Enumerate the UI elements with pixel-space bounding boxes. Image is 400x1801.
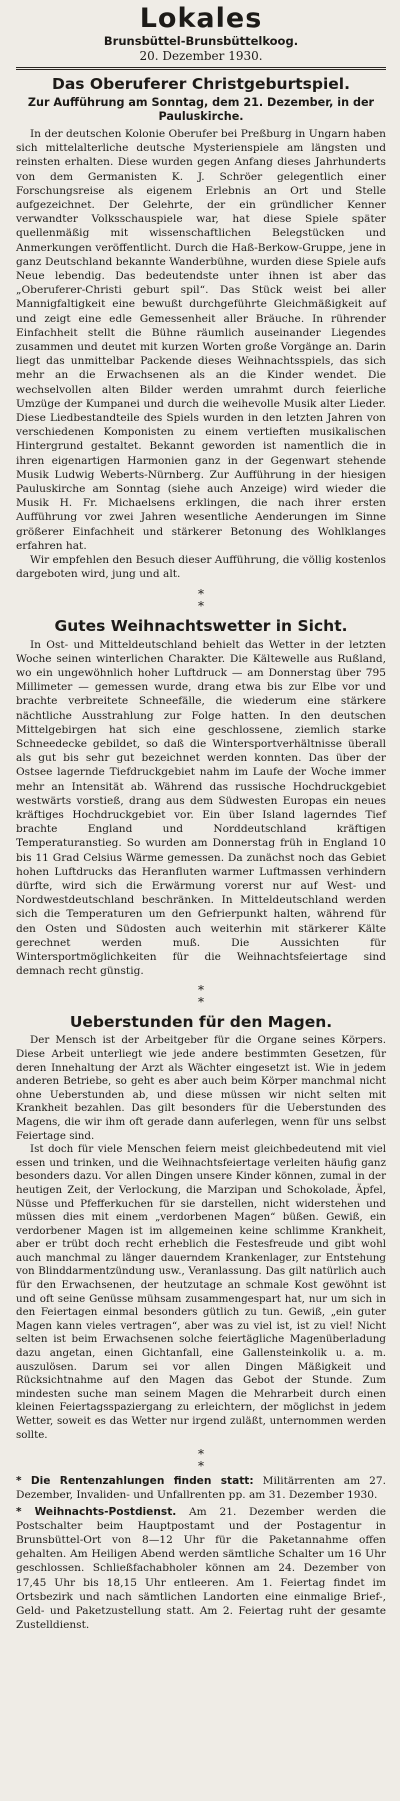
masthead-rule [16, 67, 386, 70]
article-ueberstunden [16, 1012, 386, 1442]
note-lead: * Die Rentenzahlungen finden statt: [16, 1475, 254, 1488]
place-line: Brunsbüttel-Brunsbüttelkoog. [103, 34, 299, 48]
article-body [16, 1034, 386, 1442]
note-text: Am 21. Dezember werden die Postschalter beim Hauptpostamt und der Postagentur in Brunsbüttel-Ort von 8—12 Uhr für die Paketannahme offen gehalten. Am Heiligen Abend werden sämtliche Schalter um 16 Uhr geschlossen. Schließfachabholer können am 24. Dezember von 17,45 Uhr bis 18,15 Uhr entleeren. Am 1. Feiertag findet im Ortsbezirk und nach sämtlichen Landorten eine einmalige Brief-, Geld- und Paketzustellung statt. Am 2. Feiertag ruht der gesamte Zustelldienst. [16, 1505, 387, 1632]
article-christgeburtspiel [16, 74, 386, 582]
section-divider: * * [198, 586, 204, 613]
article-weihnachtswetter [16, 616, 386, 979]
date-line: 20. Dezember 1930. [139, 49, 263, 63]
article-body [16, 127, 386, 582]
article-subtitle: Zur Aufführung am Sonntag, dem 21. Dezember, in der Pauluskirche. [27, 96, 375, 123]
article-paragraph: In Ost- und Mitteldeutschland behielt das Wetter in der letzten Woche seinen winterlichen Charakter. Die Kältewelle aus Rußland, wo ein ungewöhnlich hoher Luftdruck — am Donnerstag über 795 Millimeter — gemessen wurde, drang etwa bis zur Elbe vor und brachte verbreitete Schneefälle, die wiederum eine stärkere nächtliche Ausstrahlung zur Folge hatten. In den deutschen Mittelgebirgen hat sich eine geschlossene, ziemlich starke Schneedecke gebildet, so daß die Wintersportverhältnisse überall als gut bis sehr gut bezeichnet werden konnten. Das über der Ostsee lagernde Tiefdruckgebiet nahm im Laufe der Woche immer mehr an Intensität ab. Während das russische Hochdruckgebiet westwärts vorstieß, drang aus dem Südwesten Europas ein neues kräftiges Hochdruckgebiet vor. Ein über Island lagerndes Tief brachte England und Norddeutschland kräftigen Temperaturanstieg. So wurden am Donnerstag früh in England 10 bis 11 Grad Celsius Wärme gemessen. Da zunächst noch das Gebiet hohen Luftdrucks das Heranfluten warmer Luftmassen verhindern dürfte, wird sich die Erwärmung vorerst nur auf West- und Nordwestdeutschland beschränken. In Mitteldeutschland werden sich die Temperaturen um den Gefrierpunkt halten, während für den Osten und Südosten auch weiterhin mit stärkerer Kälte gerechnet werden muß. Die Aussichten für Wintersportmöglichkeiten für die Weihnachtsfeiertage sind demnach recht günstig. [16, 638, 386, 978]
article-title: Das Oberuferer Christgeburtspiel. [51, 75, 350, 93]
section-divider: * * [198, 1447, 204, 1474]
article-paragraph: Der Mensch ist der Arbeitgeber für die Organe seines Körpers. Diese Arbeit unterliegt wie jede andere bestimmten Gesetzen, für deren Innehaltung der Arzt als Wächter eingesetzt ist. Wie in jedem anderen Betriebe, so geht es aber auch beim Körper manchmal nicht ohne Ueberstunden ab, und diese müssen wir nicht selten mit Krankheit bezahlen. Das gilt besonders für die Ueberstunden des Magens, die wir ihm oft gerade dann auferlegen, wenn für uns selbst Feiertage sind. [16, 1034, 386, 1142]
note-lead: * Weihnachts-Postdienst. [16, 1505, 177, 1518]
article-paragraph: Ist doch für viele Menschen feiern meist gleichbedeutend mit viel essen und trinken, und die Weihnachtsfeiertage verleiten häufig ganz besonders dazu. Vor allen Dingen unsere Kinder können, zumal in der heutigen Zeit, der Verlockung, die Marzipan und Schokolade, Äpfel, Nüsse und Pfefferkuchen für sie darstellen, nicht widerstehen und müssen dies mit einem „verdorbenen Magen“ büßen. Gewiß, ein verdorbener Magen ist im allgemeinen keine schlimme Krankheit, aber er trübt doch recht erheblich die Festesfreude und gibt wohl auch manchmal zu länger dauerndem Krankenlager, zur Entstehung von Blinddarmentzündung usw., Veranlassung. Das gilt natürlich auch für den Erwachsenen, der heutzutage an schmale Kost gewöhnt ist und oft seine Genüsse mühsam zusammengespart hat, nur um sich in den Feiertagen einmal besonders gütlich zu tun. Gewiß, „ein guter Magen kann vieles vertragen“, aber was zu viel ist, ist zu viel! Nicht selten ist beim Erwachsenen solche feiertägliche Magenüberladung dazu angetan, einen Gichtanfall, eine Gallensteinkolik u. a. m. auszulösen. Darum sei vor allen Dingen Mäßigkeit und Rücksichtnahme auf den Magen das Gebot der Stunde. Zum mindesten suche man seinem Magen die Mehrarbeit durch einen kleinen Feiertagsspaziergang zu erleichtern, der möglichst in jedem Wetter, soweit es das Wetter nur irgend zuläßt, unternommen werden sollte. [16, 1143, 386, 1441]
section-title: Lokales [139, 3, 263, 34]
article-title: Gutes Weihnachtswetter in Sicht. [54, 616, 348, 635]
article-paragraph: Wir empfehlen den Besuch dieser Aufführung, die völlig kostenlos dargeboten wird, jung und alt. [16, 554, 386, 581]
news-note-renten [16, 1474, 386, 1502]
article-body [16, 638, 386, 979]
note-text: Militärrenten am 27. Dezember, Invaliden- und Unfallrenten pp. am 31. Dezember 1930. [16, 1475, 386, 1502]
news-note-postdienst [16, 1505, 386, 1633]
article-paragraph: In der deutschen Kolonie Oberufer bei Preßburg in Ungarn haben sich mittelalterliche deutsche Mysterienspiele am längsten und reinsten erhalten. Diese wurden gegen Anfang dieses Jahrhunderts von dem Germanisten K. J. Schröer gelegentlich einer Forschungsreise als eigenem Erlebnis an Ort und Stelle aufgezeichnet. Der Gelehrte, der ein gründlicher Kenner verwandter Volksschauspiele war, hat diese Spiele später quellenmäßig mit wissenschaftlichen Belegstücken und Anmerkungen veröffentlicht. Durch die Haß-Berkow-Gruppe, jene in ganz Deutschland bekannte Wanderbühne, wurden diese Spiele aufs Neue lebendig. Das bedeutendste unter ihnen ist aber das „Oberuferer-Christi geburt spil“. Das Stück weist bei aller Mannigfaltigkeit eine bewußt durchgeführte Gleichmäßigkeit auf und zeigt eine edle Gemessenheit aller Bräuche. In rührender Einfachheit stellt die Bühne räumlich auseinander Liegendes zusammen und deutet mit kurzen Worten große Vorgänge an. Darin liegt das unmittelbar Packende dieses Weihnachtsspiels, das sich mehr an die Erwachsenen als an die Kinder wendet. Die wechselvollen alten Bilder werden umrahmt durch feierliche Umzüge der Kumpanei und durch die weihevolle Musik alter Lieder. Diese Liedbestandteile des Spiels wurden in den letzten Jahren von verschiedenen Komponisten zu einem vertieften musikalischen Hintergrund gestaltet. Bekannt geworden ist namentlich die in ihren eigenartigen Harmonien ganz in der Gegenwart stehende Musik Ludwig Weberts-Nürnberg. Zur Aufführung in der hiesigen Pauluskirche am Sonntag (siehe auch Anzeige) wird wieder die Musik H. Fr. Michaelsens erklingen, die nach ihrer ersten Aufführung vor zwei Jahren wesentliche Aenderungen im Sinne größerer Einfachheit und stärkerer Betonung des Wohlklanges erfahren hat. [16, 128, 386, 552]
masthead [16, 4, 386, 64]
section-divider: * * [198, 983, 204, 1010]
article-title: Ueberstunden für den Magen. [69, 1013, 333, 1032]
